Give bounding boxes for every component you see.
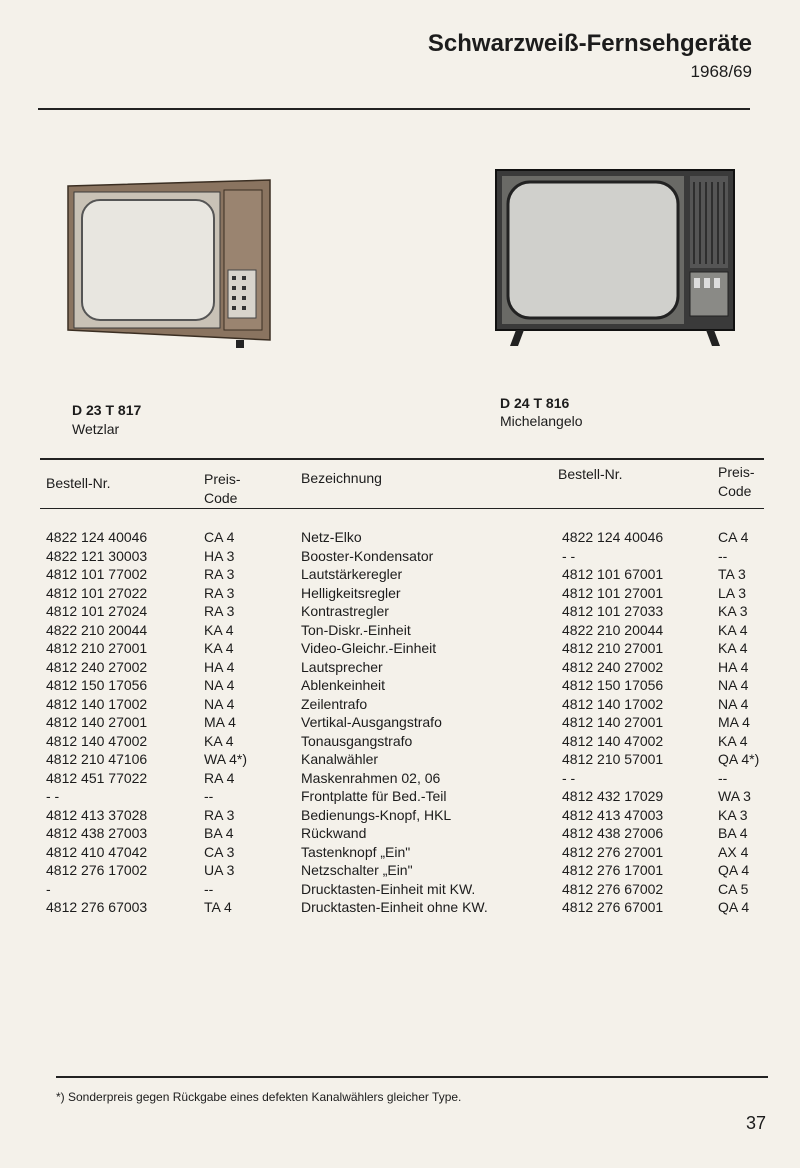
bestell-nr-left: 4812 438 27003: [46, 825, 148, 841]
bestell-nr-left: 4812 101 27022: [46, 584, 148, 601]
page-number: 37: [745, 1113, 766, 1133]
col-header-code-left: Code: [204, 490, 238, 506]
preis-code-right: NA 4: [718, 695, 749, 712]
preis-code-right: CA 5: [718, 880, 749, 897]
preis-code-right: QA 4: [718, 862, 750, 878]
bestell-nr-right: 4812 240 27002: [562, 658, 664, 675]
bezeichnung: Booster-Kondensator: [301, 547, 434, 564]
preis-code-left: --: [204, 788, 214, 804]
preis-code-left: WA 4*): [204, 751, 248, 767]
col-header-bestell-left: Bestell-Nr.: [46, 475, 111, 491]
preis-code-left: NA 4: [204, 677, 235, 693]
preis-code-right: KA 3: [718, 603, 748, 619]
bestell-nr-left: 4812 276 17002: [46, 862, 148, 878]
bestell-nr-right: 4822 210 20044: [562, 621, 664, 638]
table-header-rule: [40, 508, 764, 509]
table-row: [46, 547, 786, 566]
bestell-nr-right: 4812 101 67001: [562, 566, 664, 582]
table-row: [46, 806, 786, 825]
preis-code-right: CA 4: [718, 529, 749, 545]
model-code-right: D 24 T 816: [500, 395, 570, 411]
page-title: Schwarzweiß-Fernsehgeräte: [427, 30, 752, 57]
bezeichnung: Rückwand: [301, 825, 367, 841]
bezeichnung: Kontrastregler: [301, 603, 389, 619]
table-row: [46, 843, 786, 862]
preis-code-right: BA 4: [718, 825, 748, 841]
preis-code-left: RA 3: [204, 584, 235, 601]
col-header-preis-right: Preis-: [718, 464, 755, 480]
bestell-nr-left: 4812 276 67003: [46, 899, 148, 915]
preis-code-left: UA 3: [204, 862, 235, 878]
bezeichnung: Tonausgangstrafo: [301, 732, 413, 749]
preis-code-right: --: [718, 547, 728, 564]
bestell-nr-right: 4822 124 40046: [562, 529, 664, 545]
bestell-nr-right: 4812 276 67002: [562, 880, 664, 897]
table-row: [46, 861, 786, 880]
preis-code-right: AX 4: [718, 843, 749, 860]
bestell-nr-left: 4812 140 47002: [46, 732, 148, 749]
col-header-code-right: Code: [718, 483, 752, 499]
bestell-nr-right: 4812 140 17002: [562, 695, 664, 712]
preis-code-left: KA 4: [204, 621, 234, 638]
bezeichnung: Netz-Elko: [301, 529, 362, 545]
bestell-nr-left: 4812 210 27001: [46, 640, 148, 656]
bestell-nr-right: 4812 438 27006: [562, 825, 664, 841]
bezeichnung: Bedienungs-Knopf, HKL: [301, 806, 452, 823]
table-row: [46, 695, 786, 714]
bezeichnung: Lautstärkeregler: [301, 566, 403, 582]
bezeichnung: Vertikal-Ausgangstrafo: [301, 714, 442, 730]
bestell-nr-left: 4822 121 30003: [46, 547, 148, 564]
bestell-nr-right: 4812 210 27001: [562, 640, 664, 656]
bezeichnung: Drucktasten-Einheit ohne KW.: [301, 899, 488, 915]
preis-code-right: MA 4: [718, 714, 750, 730]
table-row: [46, 584, 786, 603]
footnote: *) Sonderpreis gegen Rückgabe eines defekten Kanalwählers gleicher Type.: [56, 1090, 462, 1104]
preis-code-left: NA 4: [204, 695, 235, 712]
preis-code-left: RA 3: [204, 806, 235, 823]
bestell-nr-right: - -: [562, 547, 576, 564]
preis-code-left: RA 3: [204, 603, 235, 619]
bezeichnung: Ablenkeinheit: [301, 677, 386, 693]
preis-code-left: KA 4: [204, 732, 234, 749]
bestell-nr-right: 4812 140 27001: [562, 714, 664, 730]
preis-code-right: TA 3: [718, 566, 746, 582]
table-row: [46, 750, 786, 769]
page-subtitle: 1968/69: [690, 62, 752, 81]
table-row: [46, 528, 786, 547]
bezeichnung: Zeilentrafo: [301, 695, 368, 712]
table-top-rule: [40, 458, 764, 460]
preis-code-right: QA 4*): [718, 751, 760, 767]
bestell-nr-right: 4812 413 47003: [562, 806, 664, 823]
table-row: [46, 898, 786, 917]
bestell-nr-left: 4812 410 47042: [46, 843, 148, 860]
preis-code-right: HA 4: [718, 658, 749, 675]
table-row: [46, 732, 786, 751]
bezeichnung: Frontplatte für Bed.-Teil: [301, 788, 447, 804]
header-rule: [38, 108, 750, 110]
preis-code-left: CA 3: [204, 843, 235, 860]
preis-code-right: --: [718, 769, 728, 786]
preis-code-left: MA 4: [204, 714, 236, 730]
parts-table: [46, 528, 786, 917]
bestell-nr-left: 4812 101 77002: [46, 566, 148, 582]
preis-code-left: --: [204, 880, 214, 897]
model-code-left: D 23 T 817: [72, 402, 142, 418]
bestell-nr-right: 4812 140 47002: [562, 732, 664, 749]
preis-code-left: HA 4: [204, 658, 235, 675]
col-header-bestell-right: Bestell-Nr.: [558, 466, 623, 482]
bestell-nr-left: 4812 101 27024: [46, 603, 148, 619]
table-row: [46, 676, 786, 695]
bestell-nr-left: 4812 413 37028: [46, 806, 148, 823]
preis-code-right: KA 3: [718, 806, 748, 823]
bestell-nr-left: 4812 140 17002: [46, 695, 148, 712]
bezeichnung: Ton-Diskr.-Einheit: [301, 621, 411, 638]
footer-rule: [56, 1076, 768, 1078]
bestell-nr-left: 4812 150 17056: [46, 677, 148, 693]
bestell-nr-right: 4812 276 67001: [562, 899, 664, 915]
bezeichnung: Lautsprecher: [301, 658, 383, 675]
table-row: [46, 565, 786, 584]
table-row: [46, 639, 786, 658]
table-row: [46, 602, 786, 621]
bestell-nr-right: 4812 150 17056: [562, 677, 664, 693]
tv-wetzlar-image: [64, 178, 274, 350]
bestell-nr-right: 4812 101 27001: [562, 584, 664, 601]
table-row: [46, 713, 786, 732]
bestell-nr-left: 4812 451 77022: [46, 769, 148, 786]
col-header-preis-left: Preis-: [204, 471, 241, 487]
table-row: [46, 769, 786, 788]
bestell-nr-right: 4812 276 17001: [562, 862, 664, 878]
bestell-nr-left: 4822 210 20044: [46, 621, 148, 638]
preis-code-right: LA 3: [718, 584, 747, 601]
bestell-nr-right: 4812 432 17029: [562, 788, 664, 804]
preis-code-right: KA 4: [718, 732, 748, 749]
preis-code-left: CA 4: [204, 529, 235, 545]
preis-code-left: TA 4: [204, 899, 232, 915]
preis-code-left: RA 4: [204, 769, 235, 786]
bestell-nr-left: 4812 210 47106: [46, 751, 148, 767]
bestell-nr-right: 4812 276 27001: [562, 843, 664, 860]
bestell-nr-left: 4812 240 27002: [46, 658, 148, 675]
bezeichnung: Kanalwähler: [301, 751, 379, 767]
bezeichnung: Netzschalter „Ein": [301, 862, 413, 878]
bestell-nr-right: - -: [562, 769, 576, 786]
bestell-nr-left: -: [46, 880, 51, 897]
preis-code-left: RA 3: [204, 566, 235, 582]
table-row: [46, 658, 786, 677]
table-row: [46, 824, 786, 843]
preis-code-right: NA 4: [718, 677, 749, 693]
bestell-nr-right: 4812 101 27033: [562, 603, 664, 619]
bestell-nr-left: 4812 140 27001: [46, 714, 148, 730]
preis-code-right: WA 3: [718, 788, 751, 804]
tv-michelangelo-image: [494, 168, 738, 348]
preis-code-right: QA 4: [718, 899, 750, 915]
table-row: [46, 787, 786, 806]
bezeichnung: Maskenrahmen 02, 06: [301, 769, 441, 786]
model-name-left: Wetzlar: [72, 421, 120, 437]
model-name-right: Michelangelo: [500, 413, 583, 429]
preis-code-left: KA 4: [204, 640, 234, 656]
col-header-bezeichnung: Bezeichnung: [301, 470, 382, 486]
table-row: [46, 621, 786, 640]
preis-code-left: HA 3: [204, 547, 235, 564]
preis-code-right: KA 4: [718, 640, 748, 656]
bestell-nr-left: - -: [46, 788, 60, 804]
preis-code-left: BA 4: [204, 825, 234, 841]
bezeichnung: Video-Gleichr.-Einheit: [301, 640, 437, 656]
bestell-nr-right: 4812 210 57001: [562, 751, 664, 767]
bezeichnung: Drucktasten-Einheit mit KW.: [301, 880, 476, 897]
table-row: [46, 880, 786, 899]
preis-code-right: KA 4: [718, 621, 748, 638]
bestell-nr-left: 4822 124 40046: [46, 529, 148, 545]
bezeichnung: Tastenknopf „Ein": [301, 843, 411, 860]
bezeichnung: Helligkeitsregler: [301, 584, 401, 601]
